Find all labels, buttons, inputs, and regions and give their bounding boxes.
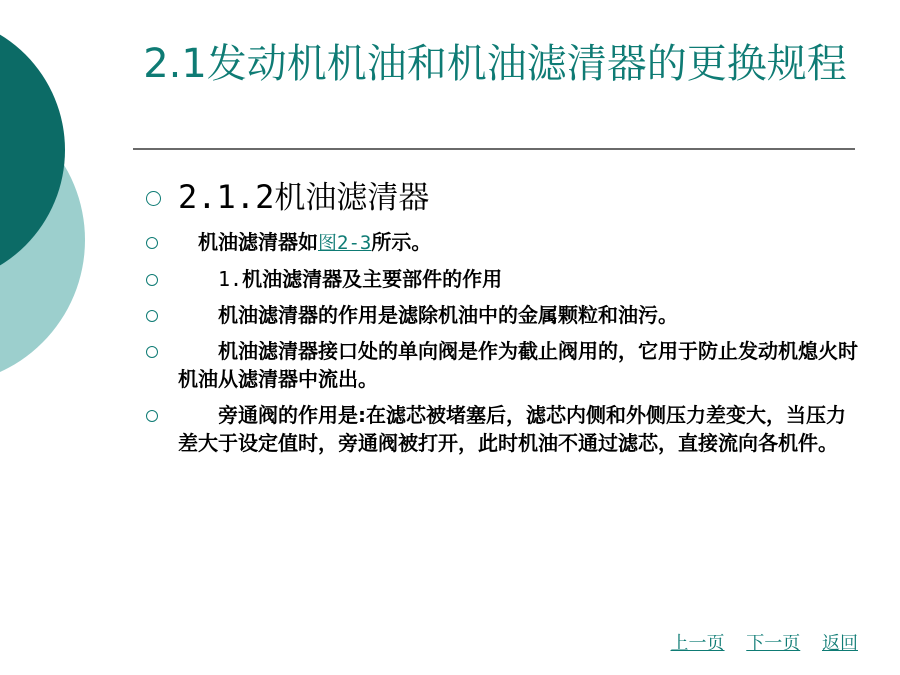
back-link[interactable]: 返回	[822, 633, 858, 654]
next-page-link[interactable]: 下一页	[746, 633, 801, 654]
list-item-text: 机油滤清器如	[178, 230, 318, 254]
section-number: 2.1.2	[178, 178, 275, 216]
list-item-text: 机油滤清器接口处的单向阀是作为截止阀用的，它用于防止发动机熄火时机油从滤清器中流出。	[178, 339, 858, 391]
slide-title: 2.1发动机机油和机油滤清器的更换规程	[143, 41, 847, 87]
list-item-text: 机油滤清器的作用是滤除机油中的金属颗粒和油污。	[178, 303, 678, 327]
decorative-circles	[0, 0, 120, 420]
list-item	[140, 337, 860, 393]
list-item	[140, 228, 860, 257]
hollow-circle-icon	[146, 237, 158, 249]
bullet-list	[140, 175, 860, 465]
hollow-circle-icon	[146, 410, 158, 422]
section-heading	[140, 175, 860, 220]
hollow-circle-icon	[146, 346, 158, 358]
list-item-text: 机油滤清器及主要部件的作用	[242, 267, 503, 291]
prev-page-link[interactable]: 上一页	[670, 633, 725, 654]
list-item-text: 旁通阀的作用是:在滤芯被堵塞后，滤芯内侧和外侧压力差变大，当压力差大于设定值时，旁通阀被打开，此时机油不通过滤芯，直接流向各机件。	[178, 403, 846, 455]
section-heading-text: 机油滤清器	[274, 180, 430, 216]
hollow-circle-icon	[146, 310, 158, 322]
list-item-text: 所示。	[371, 230, 432, 254]
list-item-number: 1.	[178, 267, 243, 291]
hollow-circle-icon	[146, 274, 158, 286]
hollow-circle-icon	[146, 191, 161, 206]
title-divider	[133, 148, 855, 150]
slide-navigation	[655, 629, 858, 655]
figure-link[interactable]: 图2-3	[318, 232, 372, 254]
list-item	[140, 265, 860, 293]
list-item	[140, 301, 860, 329]
list-item	[140, 401, 860, 457]
